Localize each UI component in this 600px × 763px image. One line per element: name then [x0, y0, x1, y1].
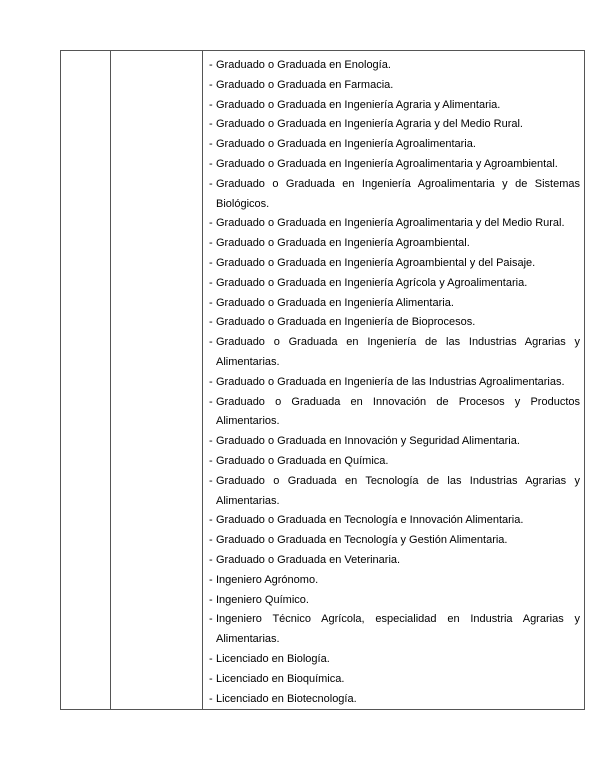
list-bullet: -: [209, 78, 213, 91]
degree-name: Graduado o Graduada en Ingeniería Agroambiental y del Paisaje.: [216, 256, 536, 269]
degree-name: Licenciado en Bioquímica.: [216, 672, 345, 685]
list-bullet: -: [209, 217, 213, 230]
list-bullet: -: [209, 98, 213, 111]
degree-name: Graduado o Graduada en Ingeniería Agrícola y Agroalimentaria.: [216, 276, 528, 289]
empty-cell-first-column: [61, 51, 111, 710]
degree-name: Graduado o Graduada en Innovación de Procesos y Productos Alimentarios.: [216, 395, 580, 428]
degree-name: Graduado o Graduada en Innovación y Seguridad Alimentaria.: [216, 435, 520, 448]
list-item: [209, 155, 580, 175]
list-item: [209, 56, 580, 76]
list-item: [209, 373, 580, 393]
list-bullet: -: [209, 534, 213, 547]
degrees-cell: [203, 51, 585, 710]
degree-list: [203, 51, 584, 709]
degree-name: Graduado o Graduada en Ingeniería Alimentaria.: [216, 296, 454, 309]
list-item: [209, 670, 580, 690]
degree-name: Graduado o Graduada en Ingeniería Agraria y del Medio Rural.: [216, 118, 523, 131]
list-bullet: -: [209, 613, 213, 626]
list-item: [209, 650, 580, 670]
list-item: [209, 135, 580, 155]
degree-name: Graduado o Graduada en Ingeniería Agroalimentaria y del Medio Rural.: [216, 217, 565, 230]
degree-name: Graduado o Graduada en Ingeniería de Bioprocesos.: [216, 316, 476, 329]
list-bullet: -: [209, 237, 213, 250]
degree-name: Graduado o Graduada en Tecnología y Gestión Alimentaria.: [216, 534, 508, 547]
list-bullet: -: [209, 177, 213, 190]
list-bullet: -: [209, 256, 213, 269]
list-bullet: -: [209, 672, 213, 685]
list-item: [209, 274, 580, 294]
degree-name: Graduado o Graduada en Ingeniería Agroalimentaria y Agroambiental.: [216, 157, 558, 170]
degree-name: Graduado o Graduada en Ingeniería Agroambiental.: [216, 237, 470, 250]
list-item: [209, 610, 580, 650]
list-bullet: -: [209, 118, 213, 131]
list-item: [209, 313, 580, 333]
degree-name: Graduado o Graduada en Ingeniería Agraria y Alimentaria.: [216, 98, 501, 111]
degree-name: Graduado o Graduada en Ingeniería de las Industrias Agrarias y Alimentarias.: [216, 336, 580, 368]
list-item: [209, 472, 580, 512]
list-item: [209, 115, 580, 135]
degree-name: Graduado o Graduada en Química.: [216, 454, 389, 467]
list-item: [209, 96, 580, 116]
degree-name: Ingeniero Técnico Agrícola, especialidad en Industria Agrarias y Alimentarias.: [216, 613, 580, 646]
table-row: [61, 51, 585, 710]
list-item: [209, 511, 580, 531]
degree-name: Licenciado en Biotecnología.: [216, 692, 357, 705]
list-bullet: -: [209, 138, 213, 151]
list-bullet: -: [209, 593, 213, 606]
empty-cell-second-column: [111, 51, 203, 710]
list-item: [209, 76, 580, 96]
list-bullet: -: [209, 474, 213, 487]
list-item: [209, 393, 580, 433]
list-bullet: -: [209, 553, 213, 566]
list-bullet: -: [209, 316, 213, 329]
list-bullet: -: [209, 296, 213, 309]
list-bullet: -: [209, 435, 213, 448]
list-item: [209, 571, 580, 591]
list-bullet: -: [209, 375, 213, 388]
degree-name: Ingeniero Agrónomo.: [216, 573, 319, 586]
list-item: [209, 551, 580, 571]
list-bullet: -: [209, 157, 213, 170]
list-bullet: -: [209, 652, 213, 665]
degree-name: Graduado o Graduada en Ingeniería de las Industrias Agroalimentarias.: [216, 375, 565, 388]
list-item: [209, 591, 580, 611]
list-bullet: -: [209, 336, 213, 349]
degree-name: Licenciado en Biología.: [216, 652, 330, 665]
degree-name: Graduado o Graduada en Tecnología e Innovación Alimentaria.: [216, 514, 524, 527]
degree-name: Graduado o Graduada en Veterinaria.: [216, 553, 401, 566]
degree-name: Ingeniero Químico.: [216, 593, 309, 606]
list-bullet: -: [209, 454, 213, 467]
list-bullet: -: [209, 276, 213, 289]
list-item: [209, 432, 580, 452]
degree-name: Graduado o Graduada en Ingeniería Agroalimentaria y de Sistemas Biológicos.: [216, 177, 580, 210]
list-bullet: -: [209, 59, 213, 71]
list-bullet: -: [209, 692, 213, 705]
degree-name: Graduado o Graduada en Tecnología de las Industrias Agrarias y Alimentarias.: [216, 474, 580, 507]
list-item: [209, 254, 580, 274]
list-bullet: -: [209, 514, 213, 527]
list-item: [209, 294, 580, 314]
list-item: [209, 234, 580, 254]
list-item: [209, 333, 580, 373]
list-bullet: -: [209, 573, 213, 586]
list-item: [209, 175, 580, 215]
degrees-table: [60, 50, 585, 710]
list-item: [209, 531, 580, 551]
list-item: [209, 690, 580, 710]
list-bullet: -: [209, 395, 213, 408]
degree-name: Graduado o Graduada en Farmacia.: [216, 78, 394, 91]
list-item: [209, 214, 580, 234]
list-item: [209, 452, 580, 472]
degree-name: Graduado o Graduada en Ingeniería Agroalimentaria.: [216, 138, 476, 151]
degree-name: Graduado o Graduada en Enología.: [216, 59, 391, 71]
